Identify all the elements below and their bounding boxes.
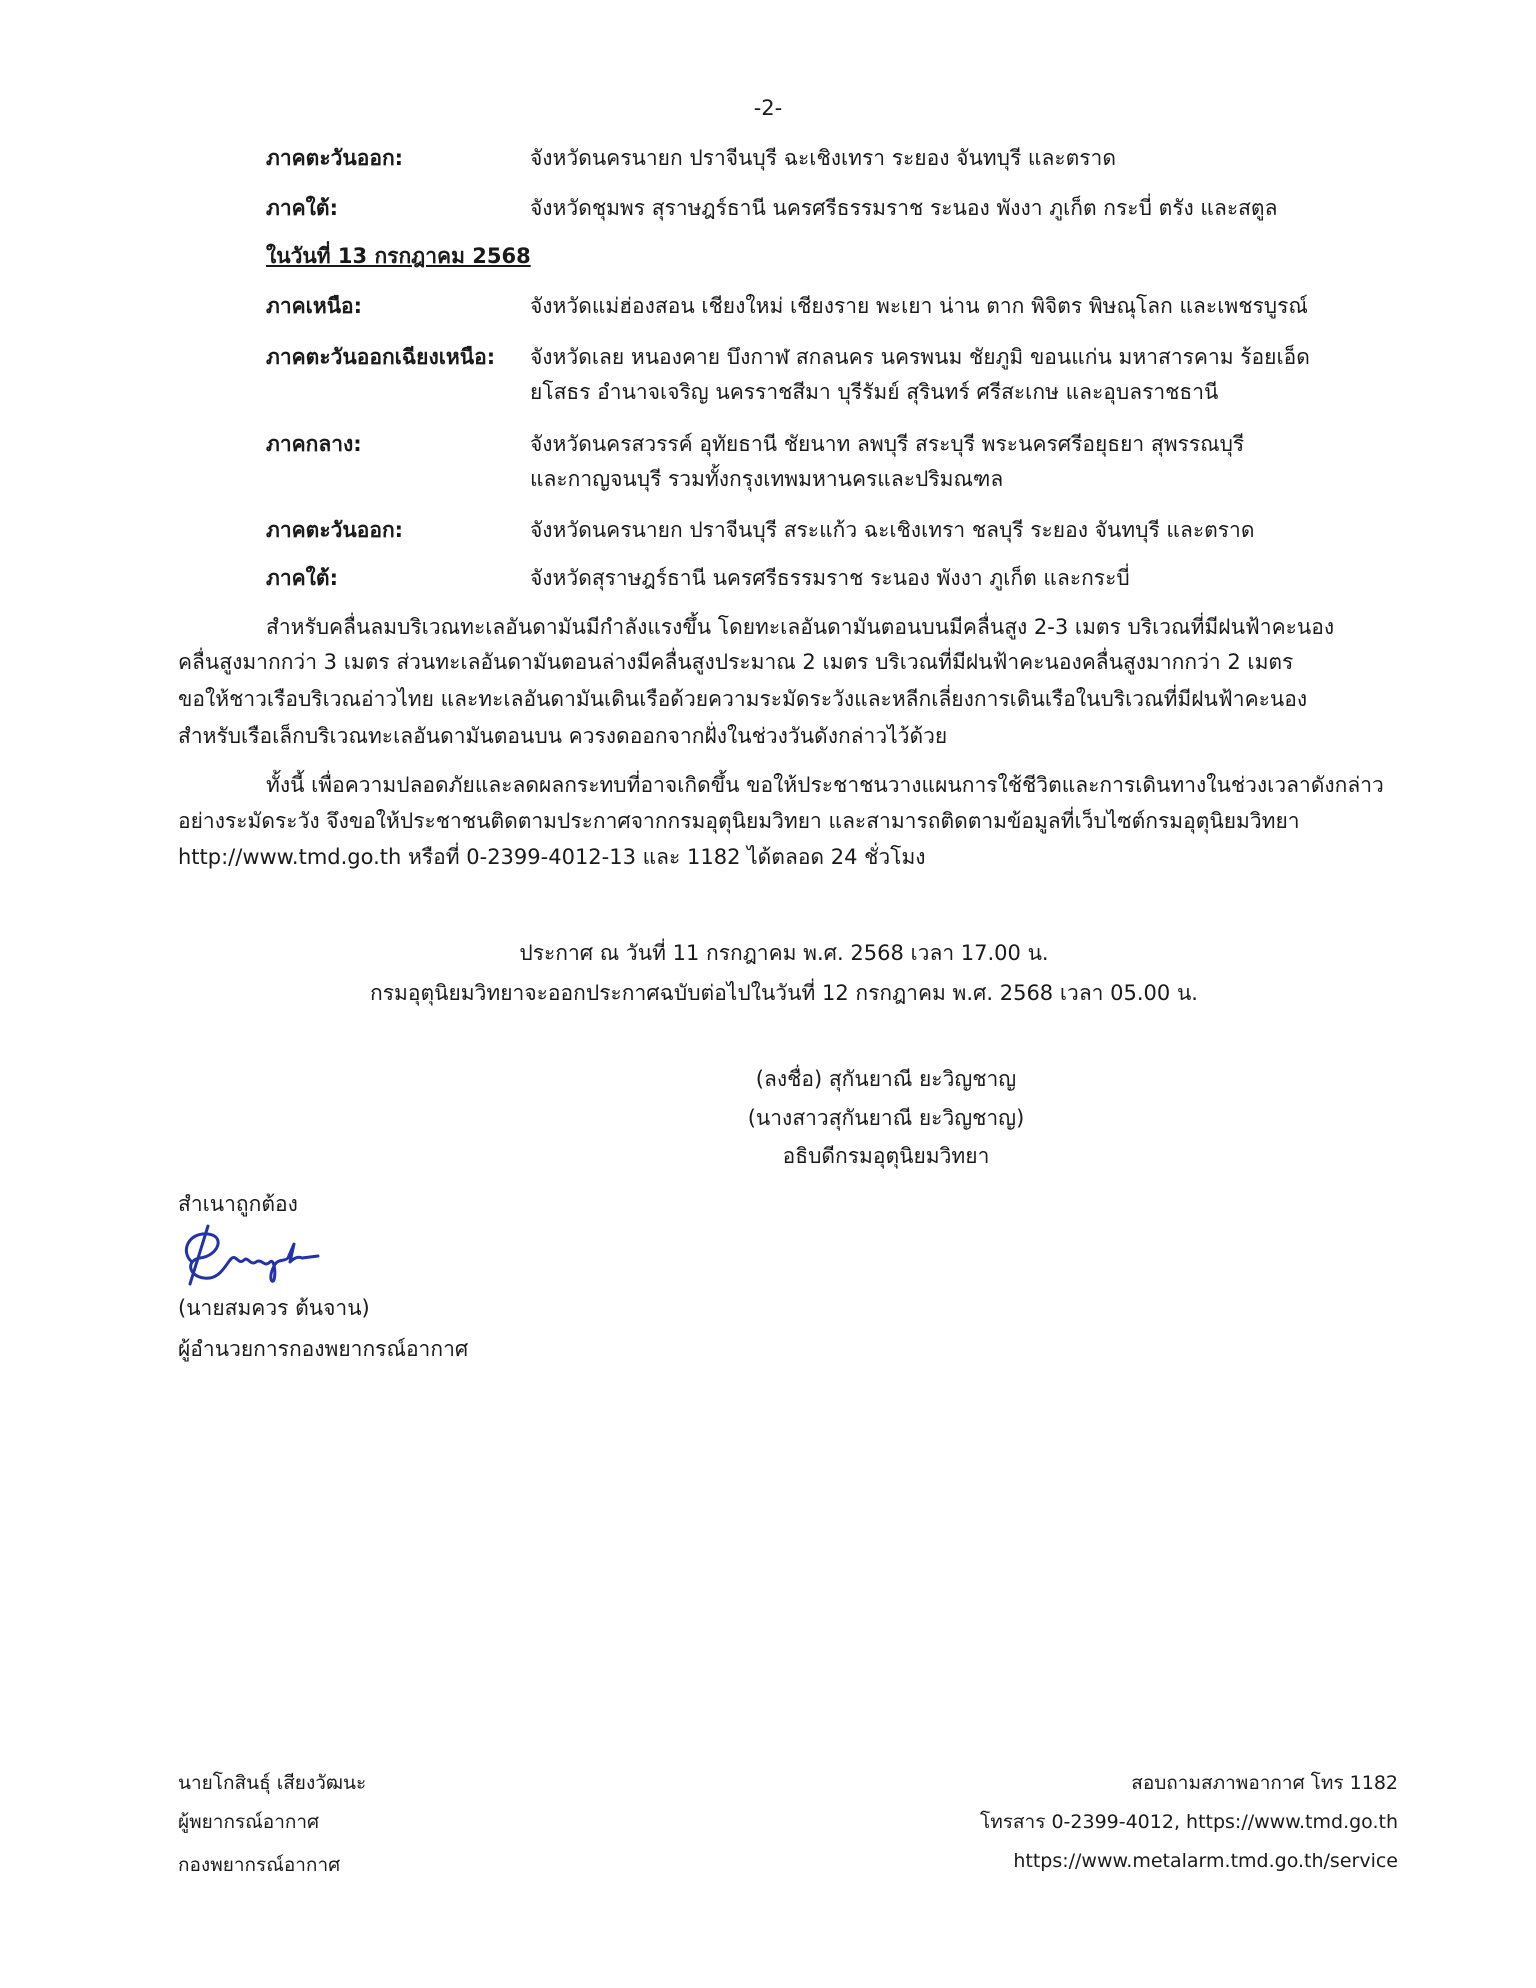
date-heading: ในวันที่ 13 กรกฎาคม 2568 [266, 244, 531, 268]
footer-forecaster-role: ผู้พยากรณ์อากาศ [178, 1811, 320, 1833]
region-provinces-north: จังหวัดแม่ฮ่องสอน เชียงใหม่ เชียงราย พะเยา น่าน ตาก พิจิตร พิษณุโลก และเพชรบูรณ์ [530, 294, 1308, 318]
paragraph1-line3: ขอให้ชาวเรือบริเวณอ่าวไทย และทะเลอันดามันเดินเรือด้วยความระมัดระวังและหลีกเลี่ยงการเดินเรือในบริเวณที่มีฝนฟ้าคะนอง [178, 687, 1308, 711]
region-label-south-2: ภาคใต้: [266, 566, 338, 590]
paragraph2-line3: http://www.tmd.go.th หรือที่ 0-2399-4012-13 และ 1182 ได้ตลอด 24 ชั่วโมง [178, 845, 926, 869]
region-provinces-east-2: จังหวัดนครนายก ปราจีนบุรี สระแก้ว ฉะเชิงเทรา ชลบุรี ระยอง จันทบุรี และตราด [530, 518, 1255, 542]
footer-service-link[interactable]: https://www.metalarm.tmd.go.th/service [1013, 1850, 1398, 1872]
region-provinces-northeast-line1: จังหวัดเลย หนองคาย บึงกาฬ สกลนคร นครพนม ชัยภูมิ ขอนแก่น มหาสารคาม ร้อยเอ็ด [530, 345, 1310, 369]
region-label-north: ภาคเหนือ: [266, 294, 363, 318]
paragraph2-line2: อย่างระมัดระวัง จึงขอให้ประชาชนติดตามประกาศจากกรมอุตุนิยมวิทยา และสามารถติดตามข้อมูลที่เว็บไซต์กรมอุตุนิยมวิทยา [178, 809, 1300, 833]
announcement-next: กรมอุตุนิยมวิทยาจะออกประกาศฉบับต่อไปในวันที่ 12 กรกฎาคม พ.ศ. 2568 เวลา 05.00 น. [370, 981, 1198, 1005]
paragraph1-line1: สำหรับคลื่นลมบริเวณทะเลอันดามันมีกำลังแรงขึ้น โดยทะเลอันดามันตอนบนมีคลื่นสูง 2-3 เมตร บริเวณที่มีฝนฟ้าคะนอง [266, 615, 1335, 639]
signer-full-name: (นางสาวสุกันยาณี ยะวิญชาญ) [747, 1106, 1025, 1130]
region-provinces-east: จังหวัดนครนายก ปราจีนบุรี ฉะเชิงเทรา ระยอง จันทบุรี และตราด [530, 146, 1116, 170]
region-label-east: ภาคตะวันออก: [266, 146, 404, 170]
signer-signed: (ลงชื่อ) สุกันยาณี ยะวิญชาญ [755, 1067, 1017, 1091]
certified-name: (นายสมควร ต้นจาน) [178, 1296, 370, 1320]
paragraph1-line4: สำหรับเรือเล็กบริเวณทะเลอันดามันตอนบน ควรงดออกจากฝั่งในช่วงวันดังกล่าวไว้ด้วย [178, 724, 948, 748]
footer-forecaster-division: กองพยากรณ์อากาศ [178, 1854, 341, 1876]
paragraph1-line2: คลื่นสูงมากกว่า 3 เมตร ส่วนทะเลอันดามันตอนล่างมีคลื่นสูงประมาณ 2 เมตร บริเวณที่มีฝนฟ้าคะนองคลื่นสูงมากกว่า 2 เมตร [178, 650, 1294, 674]
region-provinces-south: จังหวัดชุมพร สุราษฎร์ธานี นครศรีธรรมราช ระนอง พังงา ภูเก็ต กระบี่ ตรัง และสตูล [530, 196, 1278, 220]
paragraph2-line1: ทั้งนี้ เพื่อความปลอดภัยและลดผลกระทบที่อาจเกิดขึ้น ขอให้ประชาชนวางแผนการใช้ชีวิตและการเดินทางในช่วงเวลาดังกล่าว [266, 773, 1384, 797]
region-label-central: ภาคกลาง: [266, 432, 362, 456]
region-label-east-2: ภาคตะวันออก: [266, 518, 404, 542]
region-provinces-central-line2: และกาญจนบุรี รวมทั้งกรุงเทพมหานครและปริมณฑล [530, 467, 1004, 491]
region-provinces-south-2: จังหวัดสุราษฎร์ธานี นครศรีธรรมราช ระนอง พังงา ภูเก็ต และกระบี่ [530, 566, 1130, 590]
region-provinces-central-line1: จังหวัดนครสวรรค์ อุทัยธานี ชัยนาท ลพบุรี สระบุรี พระนครศรีอยุธยา สุพรรณบุรี [530, 432, 1245, 456]
handwritten-signature [178, 1222, 328, 1290]
signer-title: อธิบดีกรมอุตุนิยมวิทยา [782, 1144, 990, 1168]
region-label-south: ภาคใต้: [266, 196, 338, 220]
announcement-issued: ประกาศ ณ วันที่ 11 กรกฎาคม พ.ศ. 2568 เวลา 17.00 น. [519, 941, 1049, 965]
footer-fax-website: โทรสาร 0-2399-4012, https://www.tmd.go.th [980, 1811, 1398, 1833]
certified-label: สำเนาถูกต้อง [178, 1192, 298, 1216]
region-provinces-northeast-line2: ยโสธร อำนาจเจริญ นครราชสีมา บุรีรัมย์ สุรินทร์ ศรีสะเกษ และอุบลราชธานี [530, 380, 1219, 404]
footer-phone: สอบถามสภาพอากาศ โทร 1182 [1131, 1772, 1398, 1794]
region-label-northeast: ภาคตะวันออกเฉียงเหนือ: [266, 345, 496, 369]
certified-position: ผู้อำนวยการกองพยากรณ์อากาศ [178, 1337, 469, 1361]
footer-forecaster-name: นายโกสินธุ์ เสียงวัฒนะ [178, 1772, 367, 1794]
page-number: -2- [753, 96, 783, 120]
